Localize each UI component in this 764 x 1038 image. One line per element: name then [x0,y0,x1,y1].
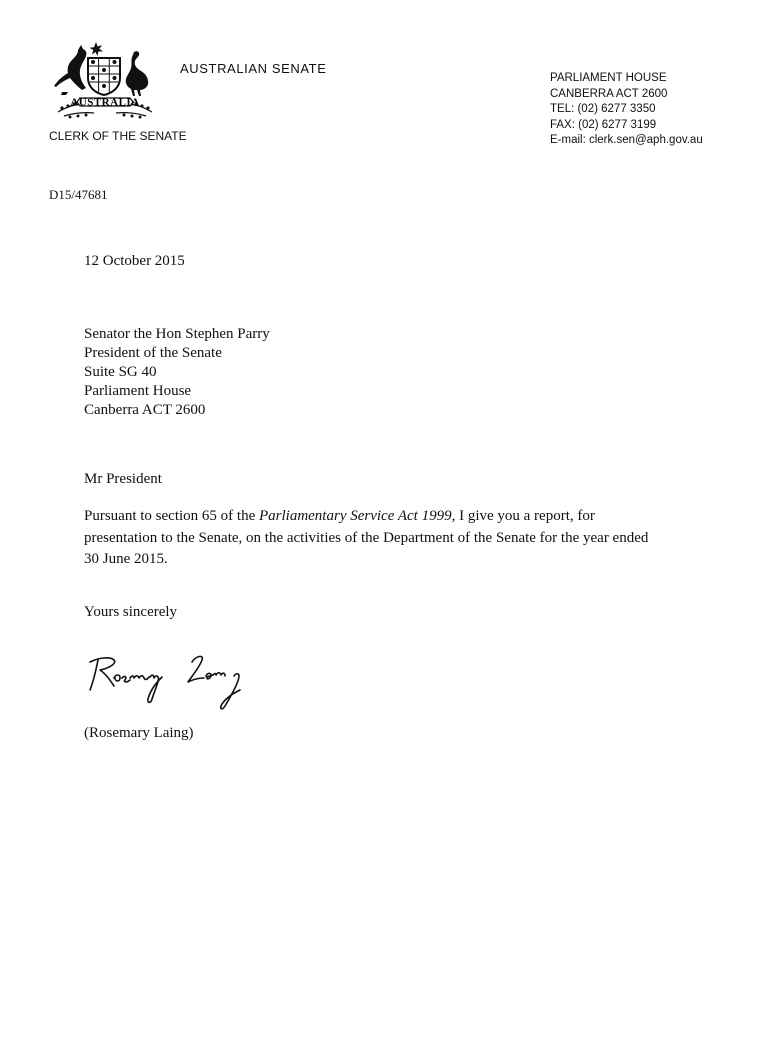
recipient-address [84,325,270,420]
senate-name: AUSTRALIAN SENATE [180,61,327,76]
recipient-line: President of the Senate [84,345,222,361]
address-line: CANBERRA ACT 2600 [550,87,668,100]
recipient-line: Suite SG 40 [84,364,157,380]
clerk-title: CLERK OF THE SENATE [49,129,187,143]
act-title: Parliamentary Service Act 1999 [258,508,452,524]
signature-icon [84,648,284,720]
closing: Yours sincerely [84,604,178,620]
signatory-name: (Rosemary Laing) [84,725,194,741]
address-line: TEL: (02) 6277 3350 [550,103,656,115]
coat-of-arms-icon [50,40,160,124]
salutation: Mr President [84,471,162,487]
address-block [550,71,703,149]
body-line: Pursuant to section 65 of the Parliamentary Service Act 1999, I give you a report, for [84,508,595,524]
address-line: E-mail: clerk.sen@aph.gov.au [550,134,703,146]
body-paragraph [84,506,724,571]
recipient-line: Parliament House [84,383,192,399]
body-line: 30 June 2015. [84,551,168,567]
recipient-line: Canberra ACT 2600 [84,402,206,418]
recipient-line: Senator the Hon Stephen Parry [84,326,270,342]
address-line: PARLIAMENT HOUSE [550,72,667,84]
letter-date: 12 October 2015 [84,253,185,269]
body-line: presentation to the Senate, on the activities of the Department of the Senate for the year ended [84,529,649,546]
reference-number: D15/47681 [49,187,108,202]
address-line: FAX: (02) 6277 3199 [550,118,657,131]
crest-motto: AUSTRALIA [70,96,140,109]
